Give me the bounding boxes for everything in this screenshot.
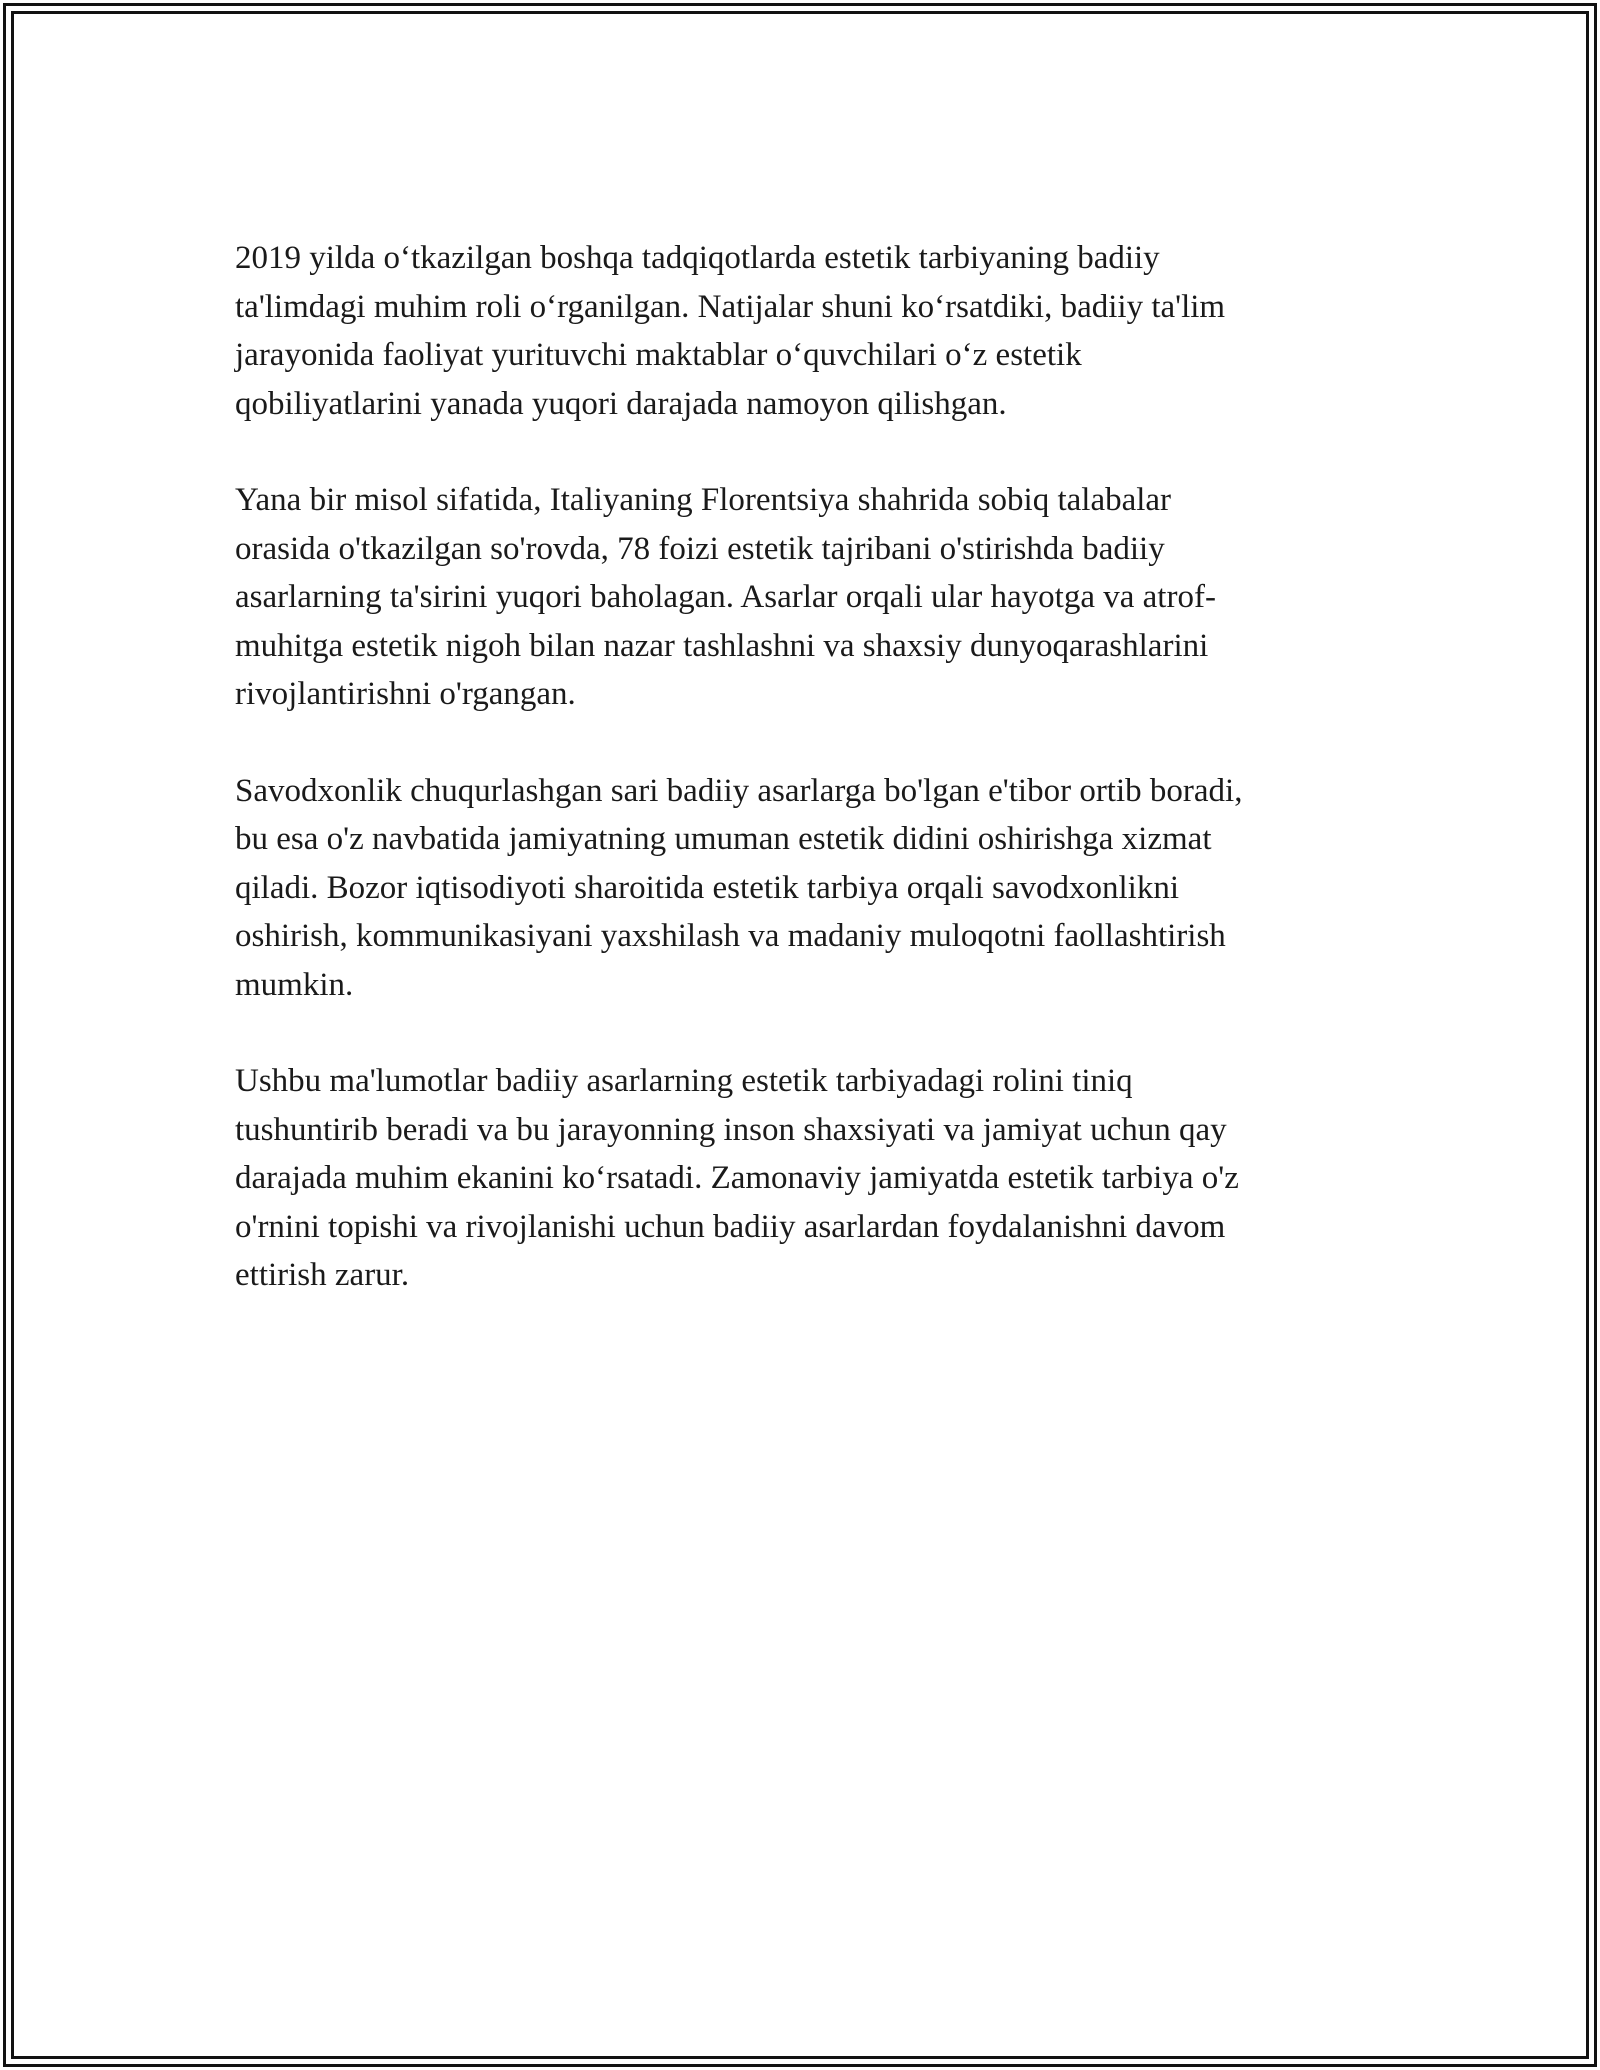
text-line: 2019 yilda oʻtkazilgan boshqa tadqiqotlarda estetik tarbiyaning badiiy: [235, 240, 1160, 276]
text-line: qobiliyatlarini yanada yuqori darajada namoyon qilishgan.: [235, 385, 1007, 422]
text-line: qiladi. Bozor iqtisodiyoti sharoitida estetik tarbiya orqali savodxonlikni: [235, 869, 1180, 906]
text-line: bu esa o'z navbatida jamiyatning umuman estetik didini oshirishga xizmat: [235, 821, 1212, 857]
text-line: jarayonida faoliyat yurituvchi maktablar oʻquvchilari oʻz estetik: [235, 337, 1082, 373]
text-line: asarlarning ta'sirini yuqori baholagan. Asarlar orqali ular hayotga va atrof-: [235, 579, 1216, 615]
text-line: darajada muhim ekanini koʻrsatadi. Zamonaviy jamiyatda estetik tarbiya o'z: [235, 1160, 1239, 1196]
text-line: ettirish zarur.: [235, 1257, 410, 1293]
document-body: [235, 234, 1365, 1348]
text-line: oshirish, kommunikasiyani yaxshilash va madaniy muloqotni faollashtirish: [235, 918, 1226, 954]
text-line: muhitga estetik nigoh bilan nazar tashlashni va shaxsiy dunyoqarashlarini: [235, 627, 1209, 664]
text-line: Ushbu ma'lumotlar badiiy asarlarning estetik tarbiyadagi rolini tiniq: [235, 1063, 1133, 1099]
text-line: Savodxonlik chuqurlashgan sari badiiy asarlarga bo'lgan e'tibor ortib boradi,: [235, 772, 1243, 809]
text-line: mumkin.: [235, 966, 354, 1003]
text-line: orasida o'tkazilgan so'rovda, 78 foizi estetik tajribani o'stirishda badiiy: [235, 530, 1165, 567]
text-line: tushuntirib beradi va bu jarayonning inson shaxsiyati va jamiyat uchun qay: [235, 1111, 1227, 1148]
paragraph-2: [235, 476, 1365, 719]
paragraph-1: [235, 234, 1365, 428]
text-line: Yana bir misol sifatida, Italiyaning Florentsiya shahrida sobiq talabalar: [235, 482, 1172, 518]
text-line: o'rnini topishi va rivojlanishi uchun badiiy asarlardan foydalanishni davom: [235, 1208, 1226, 1245]
paragraph-3: [235, 767, 1365, 1010]
text-line: rivojlantirishni o'rgangan.: [235, 676, 576, 712]
paragraph-4: [235, 1057, 1365, 1300]
text-line: ta'limdagi muhim roli oʻrganilgan. Natijalar shuni koʻrsatdiki, badiiy ta'lim: [235, 288, 1226, 325]
